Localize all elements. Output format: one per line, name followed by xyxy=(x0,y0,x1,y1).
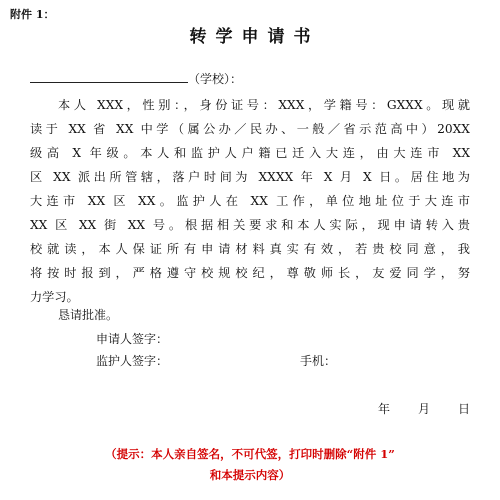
applicant-signature-label: 申请人签字： xyxy=(96,332,169,346)
date-year: 年 xyxy=(377,402,390,416)
body-line: 将按时报到，严格遵守校规校纪，尊敬师长，友爱同学，努 xyxy=(30,266,470,280)
body-line: 读于 XX 省 XX 中学（属公办／民办、一般／省示范高中）20XX xyxy=(30,122,470,136)
body-line: 力学习。 xyxy=(30,290,79,304)
page-title: 转学申请书 xyxy=(189,27,320,47)
body-line: XX 区 XX 街 XX 号。根据相关要求和本人实际，现申请转入贵 xyxy=(30,218,470,232)
hint-line: 和本提示内容） xyxy=(209,468,291,482)
body-line: 校就读，本人保证所有申请材料真实有效，若贵校同意，我 xyxy=(30,242,470,256)
body-line: 区 XX 派出所管辖，落户时间为 XXXX 年 X 月 X 日。居住地为 xyxy=(30,170,470,184)
phone-label: 手机： xyxy=(300,354,337,368)
date-line xyxy=(350,400,470,417)
guardian-signature-label: 监护人签字： xyxy=(96,354,169,368)
body-line: 级高 X 年级。本人和监护人户籍已迁入大连，由大连市 XX xyxy=(30,146,470,160)
date-month: 月 xyxy=(417,402,430,416)
body-line: 大连市 XX 区 XX。监护人在 XX 工作，单位地址位于大连市 xyxy=(30,194,470,208)
body-line: 本人 XXX，性别：，身份证号：XXX，学籍号：GXXX。现就 xyxy=(58,98,470,112)
school-name-blank xyxy=(30,71,188,83)
date-day: 日 xyxy=(457,402,470,416)
attachment-label: 附件 1： xyxy=(10,8,55,21)
salutation-suffix: （学校）： xyxy=(188,72,243,86)
closing-text: 恳请批准。 xyxy=(58,308,119,322)
salutation xyxy=(30,70,242,87)
hint-line: （提示：本人亲自签名，不可代签，打印时删除“附件 1” xyxy=(105,447,395,461)
